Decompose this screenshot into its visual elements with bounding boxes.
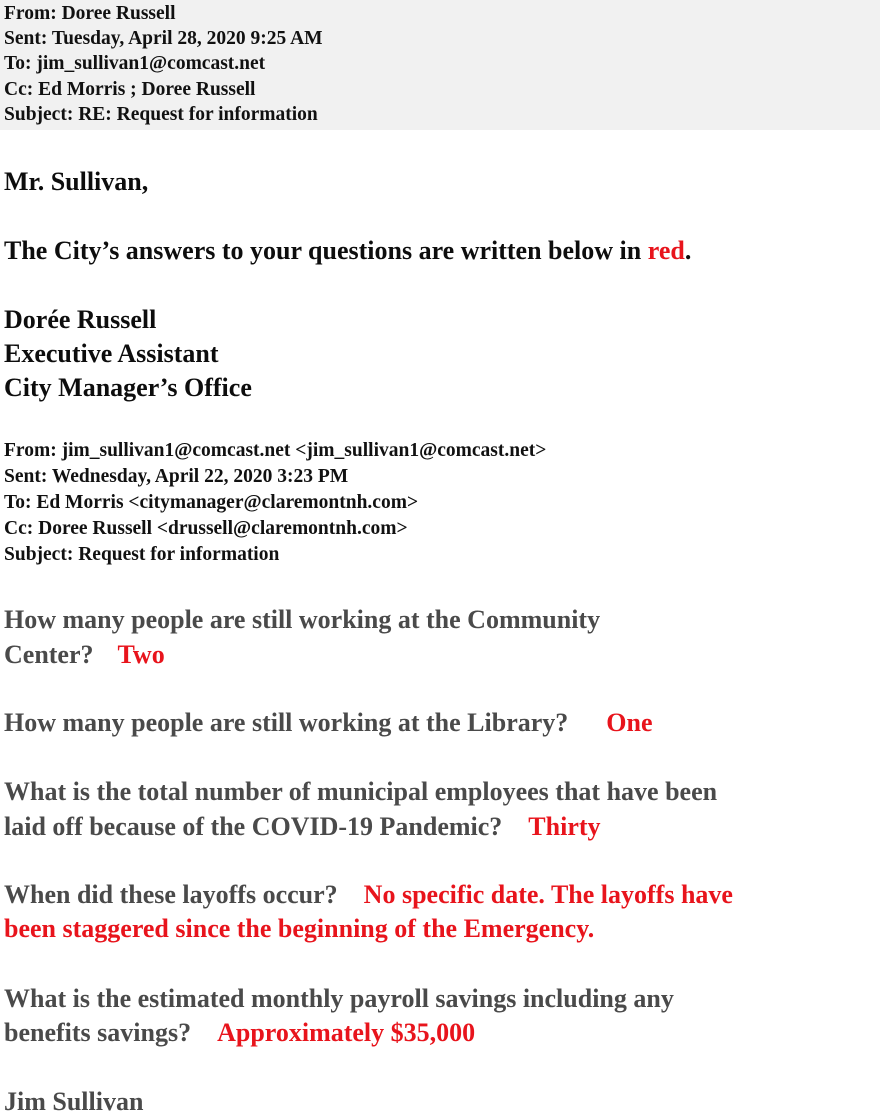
question-text-cont (4, 1016, 475, 1050)
answer-text: No specific date. The layoffs have (363, 880, 733, 909)
question-text-tail: benefits savings? (4, 1018, 192, 1047)
answer-text: Approximately $35,000 (217, 1018, 476, 1047)
reply-to: To: jim_sullivan1@comcast.net (4, 53, 266, 74)
reply-sent: Sent: Tuesday, April 28, 2020 9:25 AM (4, 28, 323, 49)
question-text: How many people are still working at the Community (4, 605, 601, 634)
answer-text: One (606, 708, 653, 737)
reply-subject: Subject: RE: Request for information (4, 104, 318, 125)
question-text: What is the total number of municipal employees that have been (4, 777, 718, 806)
greeting: Mr. Sullivan, (4, 167, 149, 196)
reply-cc: Cc: Ed Morris ; Doree Russell (4, 79, 256, 100)
answer-text-cont: been staggered since the beginning of the Emergency. (4, 914, 595, 943)
original-cc: Cc: Doree Russell <drussell@claremontnh.com> (4, 518, 408, 539)
question-text-tail: Center? (4, 640, 94, 669)
question-text-tail: laid off because of the COVID-19 Pandemic? (4, 812, 503, 841)
sender-signature: Jim Sullivan (4, 1087, 144, 1116)
answer-text: Thirty (528, 812, 601, 841)
answer-text: Two (117, 640, 165, 669)
question-text-cont (4, 638, 165, 672)
reply-email-header (0, 0, 880, 130)
signature-name: Dorée Russell (4, 305, 157, 334)
question-text: How many people are still working at the Library? (4, 708, 569, 737)
original-from: From: jim_sullivan1@comcast.net <jim_sullivan1@comcast.net> (4, 440, 547, 461)
original-sent: Sent: Wednesday, April 22, 2020 3:23 PM (4, 466, 349, 487)
intro-red-word: red (647, 236, 685, 265)
question-text-cont (4, 810, 601, 844)
signature-title: Executive Assistant (4, 339, 219, 368)
original-to: To: Ed Morris <citymanager@claremontnh.com> (4, 492, 419, 513)
question-text-line (4, 706, 653, 740)
question-text: When did these layoffs occur? (4, 880, 338, 909)
intro-line (4, 236, 691, 266)
question-text: What is the estimated monthly payroll savings including any (4, 984, 674, 1013)
original-subject: Subject: Request for information (4, 544, 280, 565)
reply-from: From: Doree Russell (4, 3, 176, 24)
intro-period: . (684, 236, 692, 265)
question-text-line (4, 878, 733, 912)
intro-text: The City’s answers to your questions are written below in (4, 236, 648, 265)
signature-office: City Manager’s Office (4, 373, 252, 402)
